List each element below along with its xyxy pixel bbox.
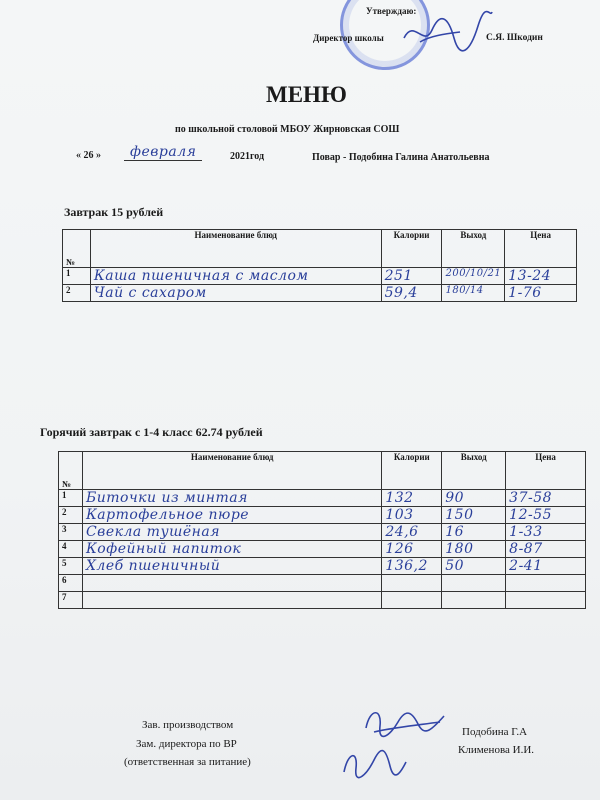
dish-name: Чай с сахаром bbox=[90, 285, 381, 302]
date-year: 2021год bbox=[230, 151, 265, 162]
page-subtitle: по школьной столовой МБОУ Жирновская СОШ bbox=[175, 124, 400, 135]
dish-name bbox=[82, 592, 381, 609]
dish-name bbox=[82, 575, 381, 592]
footer-right-1: Подобина Г.А bbox=[462, 726, 528, 738]
output: 180 bbox=[442, 541, 506, 558]
footer-left-3: (ответственная за питание) bbox=[124, 756, 251, 768]
approved-label: Утверждаю: bbox=[366, 6, 417, 16]
page-title: МЕНЮ bbox=[266, 82, 347, 107]
hot-breakfast-table bbox=[58, 451, 586, 609]
price: 2-41 bbox=[506, 558, 586, 575]
output: 150 bbox=[442, 507, 506, 524]
director-label: Директор школы bbox=[313, 33, 384, 43]
table-row bbox=[63, 268, 577, 285]
dish-name: Кофейный напиток bbox=[82, 541, 381, 558]
cook-line: Повар - Подобина Галина Анатольевна bbox=[312, 152, 490, 163]
calories bbox=[382, 575, 442, 592]
col-dish: Наименование блюд bbox=[82, 452, 381, 490]
table-row bbox=[59, 524, 586, 541]
dish-name: Каша пшеничная с маслом bbox=[90, 268, 381, 285]
row-number: 4 bbox=[59, 541, 83, 558]
output bbox=[442, 592, 506, 609]
calories: 24,6 bbox=[382, 524, 442, 541]
price: 8-87 bbox=[506, 541, 586, 558]
calories: 103 bbox=[382, 507, 442, 524]
table-row bbox=[59, 558, 586, 575]
row-number: 5 bbox=[59, 558, 83, 575]
calories: 126 bbox=[382, 541, 442, 558]
price: 37-58 bbox=[506, 490, 586, 507]
breakfast-heading: Завтрак 15 рублей bbox=[64, 205, 164, 219]
output: 16 bbox=[442, 524, 506, 541]
calories: 251 bbox=[381, 268, 442, 285]
col-output: Выход bbox=[442, 452, 506, 490]
price: 13-24 bbox=[505, 268, 577, 285]
col-dish: Наименование блюд bbox=[90, 230, 381, 268]
col-number: № bbox=[59, 452, 83, 490]
table-row bbox=[59, 490, 586, 507]
price: 1-76 bbox=[505, 285, 577, 302]
price: 1-33 bbox=[506, 524, 586, 541]
director-name: С.Я. Шкодин bbox=[486, 33, 543, 43]
row-number: 7 bbox=[59, 592, 83, 609]
table-row bbox=[63, 285, 577, 302]
table-row bbox=[59, 575, 586, 592]
output: 50 bbox=[442, 558, 506, 575]
col-price: Цена bbox=[505, 230, 577, 268]
calories: 136,2 bbox=[382, 558, 442, 575]
row-number: 3 bbox=[59, 524, 83, 541]
calories bbox=[382, 592, 442, 609]
dish-name: Свекла тушёная bbox=[82, 524, 381, 541]
production-signature bbox=[360, 702, 450, 742]
row-number: 1 bbox=[59, 490, 83, 507]
table-row bbox=[59, 592, 586, 609]
row-number: 2 bbox=[59, 507, 83, 524]
calories: 132 bbox=[382, 490, 442, 507]
row-number: 2 bbox=[63, 285, 91, 302]
output bbox=[442, 575, 506, 592]
hot-breakfast-heading: Горячий завтрак с 1-4 класс 62.74 рублей bbox=[40, 425, 263, 439]
col-number: № bbox=[63, 230, 91, 268]
date-day: « 26 » bbox=[76, 150, 101, 161]
footer-right-2: Клименова И.И. bbox=[458, 744, 535, 756]
col-calories: Калории bbox=[381, 230, 442, 268]
col-price: Цена bbox=[506, 452, 586, 490]
col-calories: Калории bbox=[382, 452, 442, 490]
date-month: февраля bbox=[124, 144, 202, 161]
calories: 59,4 bbox=[381, 285, 442, 302]
table-row bbox=[59, 541, 586, 558]
output: 90 bbox=[442, 490, 506, 507]
footer-left-2: Зам. директора по ВР bbox=[136, 738, 237, 750]
row-number: 6 bbox=[59, 575, 83, 592]
row-number: 1 bbox=[63, 268, 91, 285]
table-row bbox=[59, 507, 586, 524]
col-output: Выход bbox=[442, 230, 505, 268]
output: 200/10/21 bbox=[442, 268, 505, 285]
director-signature bbox=[400, 8, 495, 58]
dish-name: Картофельное пюре bbox=[82, 507, 381, 524]
breakfast-table bbox=[62, 229, 577, 302]
dish-name: Биточки из минтая bbox=[82, 490, 381, 507]
output: 180/14 bbox=[442, 285, 505, 302]
dish-name: Хлеб пшеничный bbox=[82, 558, 381, 575]
price bbox=[506, 592, 586, 609]
price bbox=[506, 575, 586, 592]
footer-left-1: Зав. производством bbox=[142, 719, 234, 731]
price: 12-55 bbox=[506, 507, 586, 524]
deputy-signature bbox=[340, 742, 410, 782]
